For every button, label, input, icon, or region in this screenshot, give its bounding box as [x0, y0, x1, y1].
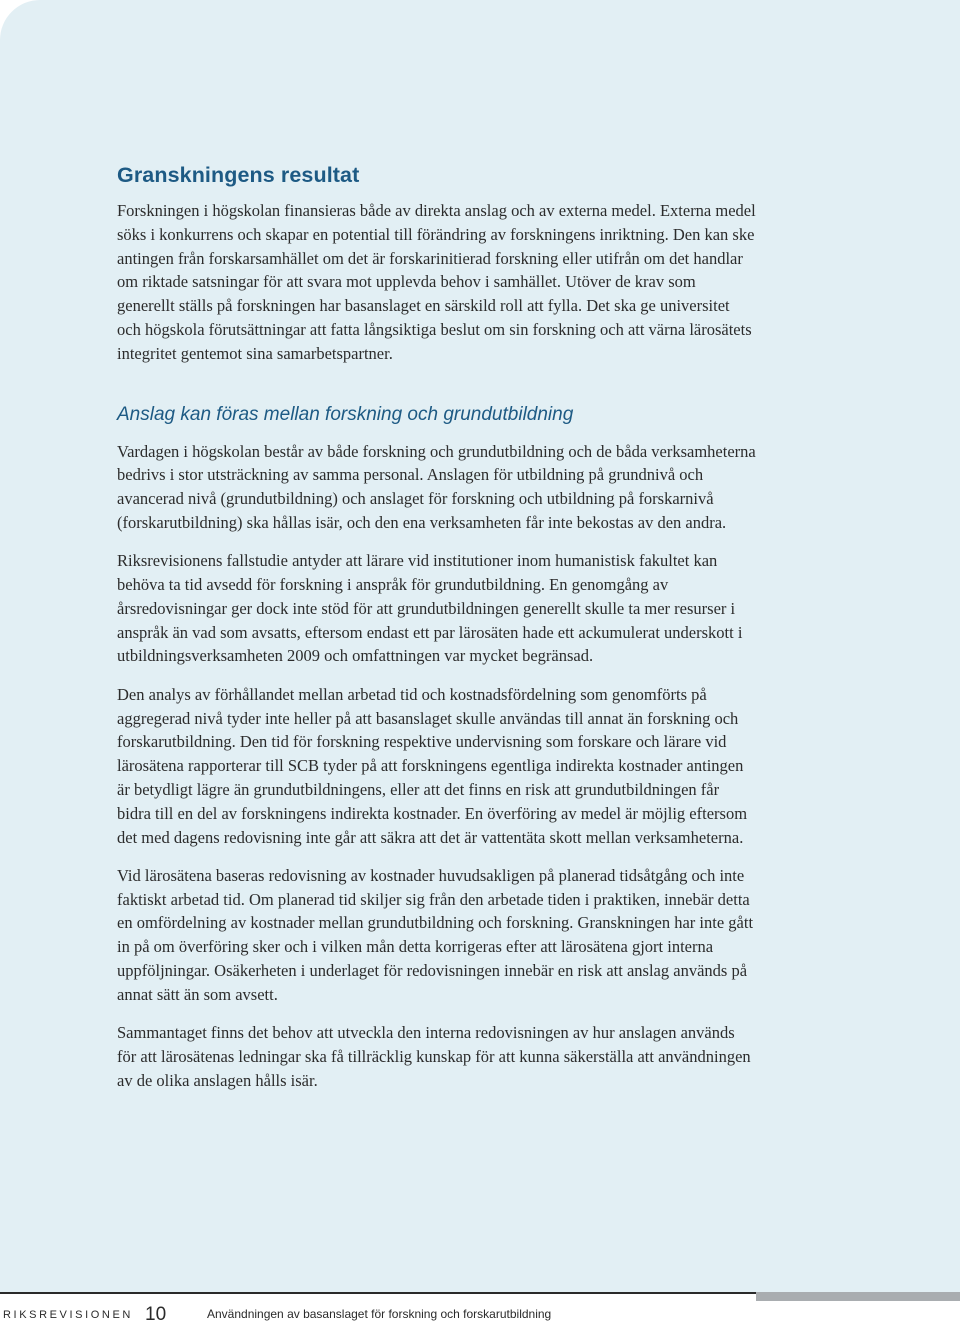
page-footer [0, 1292, 960, 1326]
footer-brand: RIKSREVISIONEN [3, 1309, 133, 1321]
footer-rule [0, 1292, 756, 1294]
paragraph-1: Vardagen i högskolan består av både forskning och grundutbildning och de båda verksamheterna bedrivs i stor utsträckning av samma personal. Anslagen för utbildning på grundnivå och avancerad nivå (grundutbildning) och anslaget för forskning och utbildning på forskarnivå (forskarutbildning) ska hållas isär, och den ena verksamheten får inte bekostas av den andra. [117, 441, 756, 532]
paragraph-4: Vid lärosätena baseras redovisning av kostnader huvudsakligen på planerad tidsåtgång och inte faktiskt arbetad tid. Om planerad tid skiljer sig från den arbetade tiden i praktiken, innebär detta en omfördelning av kostnader mellan grundutbildning och forskning. Granskningen har inte gått in på om överföring sker och i vilken mån detta korrigeras efter att lärosätena gjort interna uppföljningar. Osäkerheten i underlaget för redovisningen innebär en risk att anslag används på annat sätt än som avsett. [117, 865, 754, 1004]
paragraph-2: Riksrevisionens fallstudie antyder att lärare vid institutioner inom humanistisk fakultet kan behöva ta tid avsedd för forskning i anspråk för grundutbildning. En genomgång av årsredovisningar ger dock inte stöd för att grundutbildningen generellt skulle ta mer resurser i anspråk än vad som avsatts, eftersom endast ett par lärosäten hade ett ackumulerat underskott i utbildningsverksamheten 2009 och omfattningen var mycket begränsad. [117, 551, 743, 666]
paragraph-5: Sammantaget finns det behov att utveckla den interna redovisningen av hur anslagen används för att lärosätenas ledningar ska få tillräcklig kunskap för att kunna säkerställa att användningen av de olika anslagen hålls isär. [117, 1023, 751, 1090]
page-number: 10 [145, 1304, 167, 1325]
paragraph-3: Den analys av förhållandet mellan arbetad tid och kostnadsfördelning som genomförts på aggregerad nivå tyder inte heller på att basanslaget skulle användas till annat än forskning och forskarutbildning. Den tid för forskning respektive undervisning som forskare och lärare vid lärosätena rapporterar till SCB tyder på att forskningens egentliga indirekta kostnader antingen är betydligt lägre än grundutbildningens, eller att det finns en risk att grundutbildningen får bidra till en del av forskningens indirekta kostnader. En överföring av medel är möjlig eftersom det med dagens redovisning inte går att säkra att det är vattentäta skott mellan verksamheterna. [117, 684, 748, 847]
footer-accent-bar [756, 1292, 960, 1301]
main-content [117, 160, 757, 1093]
section-title: Granskningens resultat [117, 163, 360, 187]
subheading: Anslag kan föras mellan forskning och grundutbildning [117, 403, 574, 425]
footer-report-title: Användningen av basanslaget för forskning och forskarutbildning [207, 1307, 552, 1321]
intro-paragraph: Forskningen i högskolan finansieras både av direkta anslag och av externa medel. Externa medel söks i konkurrens och skapar en potential till förändring av forskningens inriktning. Den kan ske antingen från forskarsamhället om det är forskarinitierad forskning eller utifrån om det handlar om riktade satsningar för att svara mot upplevda behov i samhället. Utöver de krav som generellt ställs på forskningen har basanslaget en särskild roll att fylla. Det ska ge universitet och högskola förutsättningar att fatta långsiktiga beslut om sin forskning och att värna lärosätets integritet gentemot sina samarbetspartner. [117, 201, 756, 363]
